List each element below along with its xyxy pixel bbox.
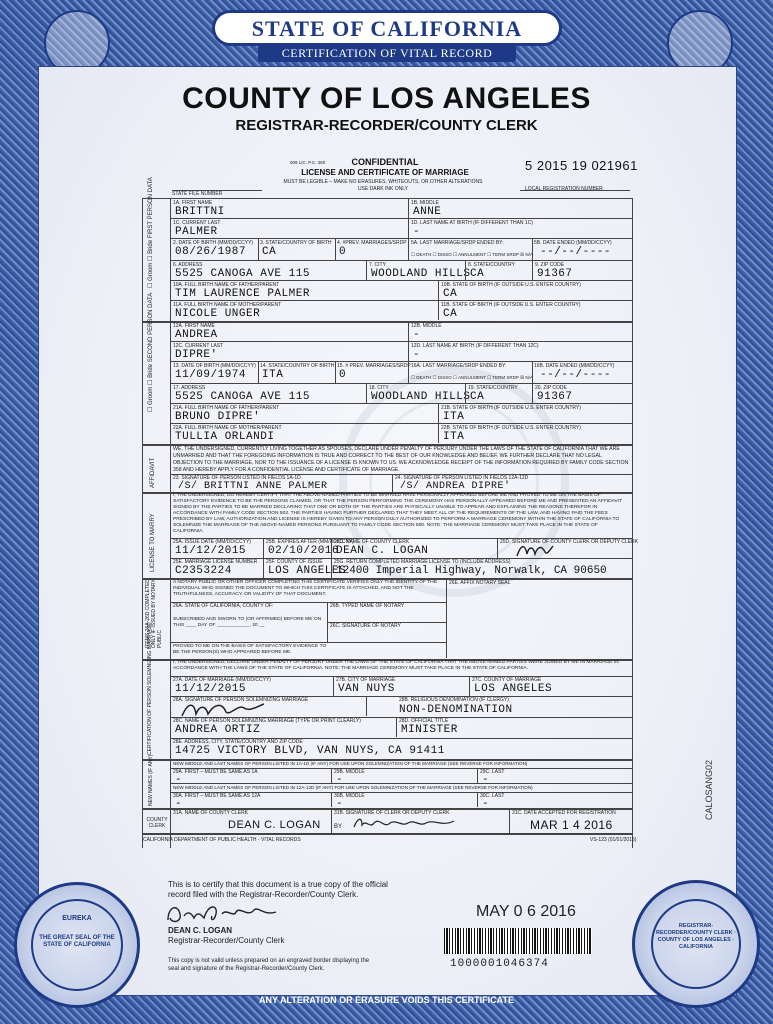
groom-birth-state: CA [262,246,277,258]
bride-first-name: ANDREA [175,329,218,341]
notary-proved: PROVED TO ME ON THE BASIS OF SATISFACTORY EVIDENCE TO BE THE PERSON(S) WHO APPEARED BEFORE ME. [173,644,327,655]
notary-sworn: SUBSCRIBED AND SWORN TO (OR AFFIRMED) BEFORE ME ON THIS ____ DAY OF ____________, 20 __ [173,617,322,628]
county-clerk-side-label: COUNTY CLERK [146,817,168,829]
bride-zip: 91367 [537,391,573,403]
groom-father-state-label: 10B. STATE OF BIRTH (IF OUTSIDE U.S. ENTER COUNTRY) [441,282,581,288]
groom-birth-state-label: 3. STATE/COUNTRY OF BIRTH [260,240,332,246]
signature-2-label: 24. SIGNATURE OF PERSON LISTED IN FIELDS 12A-12D [395,475,529,481]
new-names-row2-label: NEW MIDDLE AND LAST NAMES OF PERSON LISTED IN 12A-12D (IF ANY) FOR USE UPON SOLEMNIZATION OF THE MARRIAGE (SEE REVERSE FOR INFORMATION) [173,785,533,790]
new-first-2-label: 30A. FIRST – MUST BE SAME AS 12A [173,793,261,799]
bride-last-marr-label: 16A. LAST MARRIAGE/SRDP ENDED BY: [411,363,507,369]
state-banner: STATE OF CALIFORNIA [212,10,562,46]
bride-father: BRUNO DIPRE' [175,411,261,423]
col-line [408,321,409,341]
deputy-clerk-signature [350,815,460,833]
form-code: 009 LIC. P.C. 360 [290,160,326,165]
col-line [331,792,332,807]
bride-mother-state-label: 22B. STATE OF BIRTH (IF OUTSIDE U.S. ENTER COUNTRY) [441,425,581,431]
notary-typed-label: 26B. TYPED NAME OF NOTARY [330,603,405,609]
state-seal-text: THE GREAT SEAL OF THE STATE OF CALIFORNIA [39,935,115,948]
dept-footer: CALIFORNIA DEPARTMENT OF PUBLIC HEALTH - VITAL RECORDS [143,837,301,843]
bride-last-name: DIPRE' [175,349,218,361]
marriage-date-label: 27A. DATE OF MARRIAGE (MM/DD/CCYY) [173,677,271,683]
expires-label: 25B. EXPIRES AFTER (MM/DD/CCYY) [266,539,354,545]
bride-mother-label: 22A. FULL BIRTH NAME OF MOTHER/PARENT [173,425,282,431]
signature-2: /S/ ANDREA DIPRE' [400,481,511,492]
groom-address-label: 6. ADDRESS [173,262,203,268]
groom-date-ended: --/--/---- [540,246,612,258]
issue-date: 11/12/2015 [175,545,247,557]
groom-prev-marr-label: 4. #PREV. MARRIAGES/SRDP [337,240,407,246]
bride-prev-marr: 0 [339,369,347,381]
row-line [170,341,632,342]
bride-dob-label: 13. DATE OF BIRTH (MM/DD/CCYY) [173,363,256,369]
groom-state: CA [470,268,485,280]
groom-last-marr-options: ☐ DEATH ☐ DISSO ☐ ANNULMENT ☐ TERM SRDP ☒ N/A [411,252,533,257]
row-line [170,403,632,404]
county-seal-text: REGISTRAR-RECORDER/COUNTY CLERK · COUNTY OF LOS ANGELES · CALIFORNIA [656,923,736,950]
cert-line-2: record filed with the Registrar-Recorder/County Clerk. [168,890,359,899]
return-address-label: 25G. RETURN COMPLETED MARRIAGE LICENSE TO (INCLUDE ADDRESS) [334,559,511,565]
col-line [366,260,367,280]
col-line [446,578,447,658]
col-line [469,676,470,696]
official-title: MINISTER [401,724,458,736]
notary-text: A NOTARY PUBLIC OR OTHER OFFICER COMPLETING THIS CERTIFICATE VERIFIES ONLY THE IDENTITY OF THE INDIVIDUAL WHO SIGNED THE DOCUMENT TO WHICH THIS CERTIFICATE IS ATTACHED, AND NOT THE TRUTHFULNESS, ACCURACY, OR VALIDITY OF THAT DOCUMENT. [173,580,437,597]
accepted-date: MAR 1 4 2016 [530,818,613,832]
row-line [170,642,446,643]
clerk-name: DEAN C. LOGAN [228,819,321,831]
section-line [142,321,632,323]
groom-city: WOODLAND HILLS [371,268,471,280]
officiant-address: 14725 VICTORY BLVD, VAN NUYS, CA 91411 [175,745,445,757]
county-issue: LOS ANGELES [268,565,347,577]
marriage-city-label: 27B. CITY OF MARRIAGE [336,677,396,683]
groom-mother-state-label: 11B. STATE OF BIRTH (IF OUTSIDE U.S. ENTER COUNTRY) [441,302,581,308]
second-person-side-label: ☐ Groom ☐ Bride SECOND PERSON DATA [148,292,154,412]
bride-state: CA [470,391,485,403]
deputy-signature-label: 25D. SIGNATURE OF COUNTY CLERK OR DEPUTY CLERK [500,539,639,545]
accepted-date-label: 31C. DATE ACCEPTED FOR REGISTRATION [512,810,616,816]
col-line [335,361,336,383]
county-seal [632,880,760,1008]
row-line [170,238,632,239]
groom-father-state: CA [443,288,458,300]
row-line [170,423,632,424]
bride-father-label: 21A. FULL BIRTH NAME OF FATHER/PARENT [173,405,280,411]
marriage-county-label: 27C. COUNTY OF MARRIAGE [472,677,542,683]
bride-prev-marr-label: 15. # PREV. MARRIAGES/SRDP [337,363,411,369]
new-last-1-label: 29C. LAST [480,769,505,775]
bride-mother-state: ITA [443,431,465,443]
first-person-side-label: ☐ Groom ☐ Bride FIRST PERSON DATA [148,177,154,288]
cert-line-1: This is to certify that this document is a true copy of the official [168,880,388,889]
form-ink-note: USE DARK INK ONLY [358,186,408,192]
bride-father-state-label: 21B. STATE OF BIRTH (IF OUTSIDE U.S. ENTER COUNTRY) [441,405,581,411]
local-reg-label: LOCAL REGISTRATION NUMBER [525,186,603,192]
row-line [170,383,632,384]
new-middle-1-label: 29B. MIDDLE [334,769,365,775]
signer-name: DEAN C. LOGAN [168,926,232,935]
denomination: NON-DENOMINATION [399,704,513,716]
col-line [258,238,259,260]
new-last-2: - [482,798,490,810]
groom-mother-state: CA [443,308,458,320]
issue-date-label: 25A. ISSUE DATE (MM/DD/CCYY) [173,539,251,545]
groom-address: 5525 CANOGA AVE 115 [175,268,310,280]
officiant-sig-label: 28A. SIGNATURE OF PERSON SOLEMNIZING MARRIAGE [173,697,309,703]
groom-dob: 08/26/1987 [175,246,247,258]
bride-last-marr-options: ☐ DEATH ☐ DISSO ☐ ANNULMENT ☐ TERM SRDP ☒ N/A [411,375,533,380]
form-right-border [632,198,633,848]
signer-title: Registrar-Recorder/County Clerk [168,936,285,945]
col-line [408,238,409,260]
col-line [392,474,393,492]
col-line [532,361,533,383]
bride-birth-state-label: 14. STATE/COUNTRY OF BIRTH [260,363,335,369]
groom-last-name-label: 1C. CURRENT LAST [173,220,221,226]
col-line [408,218,409,238]
license-number-label: 25E. MARRIAGE LICENSE NUMBER [173,559,258,565]
col-line [408,341,409,361]
license-text: I, THE UNDERSIGNED, DO HEREBY CERTIFY THAT THE ABOVE-NAMED PARTIES TO BE MARRIED HAVE PERSONALLY APPEARED BEFORE ME AND PROVED TO ME ON THE BASIS OF SATISFACTORY EVIDENCE TO BE THE PERSONS CLAIMED, OR THAT THE PERSON PERFORMING THE CEREMONY HAS PERSONALLY APPEARED BEFORE ME AND PRESENTED AN AFFIDAVIT SIGNED BY THE PARTIES TO BE MARRIED DECLARING THAT ONE OR BOTH OF THE PARTIES ARE PHYSICALLY UNABLE TO APPEAR AND EXPLAINING THE REASONS THEREFOR IN ACCORDANCE WITH FAMILY CODE SECTION 502. THE PARTIES HAVING FURTHER DECLARED THAT THEY MEET ALL OF THE REQUIREMENTS OF THE LAW, AND HAVING PAID THE FEES PRESCRIBED BY LAW, AUTHORIZATION AND LICENSE IS HEREBY GIVEN TO ANY PERSON DULY AUTHORIZED TO PERFORM A MARRIAGE CEREMONY WITHIN THE STATE OF CALIFORNIA TO SOLEMNIZE THE MARRIAGE OF THE ABOVE-NAMED PERSONS PURSUANT TO FAMILY CODE SECTION 500. NOTE: THE MARRIAGE CEREMONY MUST TAKE PLACE IN THE STATE OF CALIFORNIA. [173,493,623,534]
bride-address: 5525 CANOGA AVE 115 [175,391,310,403]
bride-city: WOODLAND HILLS [371,391,471,403]
registrar-signature [164,900,284,928]
groom-zip-label: 9. ZIP CODE [535,262,565,268]
issue-date-stamp: MAY 0 6 2016 [476,903,576,920]
bride-last-name-label: 12C. CURRENT LAST [173,343,224,349]
bride-city-label: 18. CITY [369,385,389,391]
marriage-date: 11/12/2015 [175,683,247,695]
solemnization-side-label: CERTIFICATION OF PERSON SOLEMNIZING MARRIAGE [147,622,153,755]
col-line [366,696,367,716]
cert-note-2: seal and signature of the Registrar-Recorder/County Clerk. [168,966,325,972]
groom-father: TIM LAURENCE PALMER [175,288,310,300]
state-seal [14,882,140,1008]
col-line [331,808,332,833]
officiant-name: ANDREA ORTIZ [175,724,261,736]
row-line [142,198,632,199]
bride-date-ended: --/--/---- [540,369,612,381]
alteration-warning: ANY ALTERATION OR ERASURE VOIDS THIS CERTIFICATE [258,995,514,1005]
vs-code: VS-123 (01/01/2015) [590,837,637,843]
bride-date-ended-label: 16B. DATE ENDED (MM/DD/CCYY) [534,363,615,369]
col-line [465,260,466,280]
signature-1-label: 23. SIGNATURE OF PERSON LISTED IN FIELDS 1A-1D [173,475,301,481]
expires-date: 02/10/2016 [268,545,340,557]
return-address: 12400 Imperial Highway, Norwalk, CA 90650 [336,565,607,577]
section-line [142,833,632,835]
col-line [331,768,332,783]
registrar-title: REGISTRAR-RECORDER/COUNTY CLERK [235,117,538,134]
row-line [170,218,632,219]
clerk-by-label: BY [334,824,343,830]
new-names-side-label: NEW NAMES (IF ANY) [148,754,154,806]
new-first-2: - [175,798,183,810]
state-seal-motto: EUREKA [62,915,92,922]
clerk-sig-label: 31B. SIGNATURE OF CLERK OR DEPUTY CLERK [334,810,450,816]
col-line [408,198,409,218]
groom-mother: NICOLE UNGER [175,308,261,320]
marriage-county: LOS ANGELES [474,683,553,695]
affidavit-side-label: AFFIDAVIT [150,457,156,488]
groom-state-label: 8. STATE/COUNTRY [468,262,515,268]
notary-sig-label: 26C. SIGNATURE OF NOTARY [330,623,401,629]
bride-dob: 11/09/1974 [175,369,247,381]
side-code: CALOSANG02 [704,759,714,820]
official-title-label: 28D. OFFICIAL TITLE [399,718,449,724]
groom-middle-label: 1B. MIDDLE [411,200,439,206]
new-names-row1-label: NEW MIDDLE AND LAST NAMES OF PERSON LISTED IN 1A-1D (IF ANY) FOR USE UPON SOLEMNIZATION OF THE MARRIAGE (SEE REVERSE FOR INFORMATION) [173,761,528,766]
groom-last-marr-label: 5A. LAST MARRIAGE/SRDP ENDED BY: [411,240,504,246]
groom-dob-label: 2. DATE OF BIRTH (MM/DD/CCYY) [173,240,254,246]
section-divider [170,198,171,848]
county-title: COUNTY OF LOS ANGELES [182,82,591,115]
form-left-border [142,198,143,848]
denomination-label: 28B. RELIGIOUS DENOMINATION (IF CLERGY) [399,697,509,703]
barcode-number: 1000001046374 [450,958,549,970]
groom-zip: 91367 [537,268,573,280]
col-line [532,383,533,403]
row-line [170,260,632,261]
col-line [465,383,466,403]
new-last-1: - [482,774,490,786]
bride-zip-label: 20. ZIP CODE [535,385,567,391]
notary-side-label: ITEMS 26A-26D COMPLETED ONLY IF ISSUED BY NOTARY PUBLIC [145,579,163,648]
bride-state-label: 19. STATE/COUNTRY [468,385,518,391]
document-number: 5 2015 19 021961 [525,158,638,173]
cert-note-1: This copy is not valid unless prepared on an engraved border displaying the [168,958,370,964]
bride-middle-label: 12B. MIDDLE [411,323,442,329]
form-instructions: MUST BE LEGIBLE – MAKE NO ERASURES, WHITEOUTS, OR OTHER ALTERATIONS [283,179,483,185]
groom-birth-last-label: 1D. LAST NAME AT BIRTH (IF DIFFERENT THAN 1C) [411,220,533,226]
col-line [477,768,478,783]
affidavit-text: WE, THE UNDERSIGNED, CURRENTLY LIVING TOGETHER AS SPOUSES, DECLARE UNDER PENALTY OF PERJURY UNDER THE LAWS OF THE STATE OF CALIFORNIA THAT WE ARE UNMARRIED AND THAT THE FOREGOING INFORMATION IS TRUE AND CORRECT TO THE BEST OF OUR KNOWLEDGE AND BELIEF. WE FURTHER DECLARE THAT NO LEGAL OBJECTION TO THE MARRIAGE, NOR TO THE ISSUANCE OF A LICENSE IS KNOWN TO US. WE ACKNOWLEDGE RECEIPT OF THE INFORMATION REQUIRED BY FAMILY CODE SECTION 358 AND HEREBY APPLY FOR A CONFIDENTIAL LICENSE AND CERTIFICATE OF MARRIAGE. [173,446,629,473]
col-line [497,538,498,558]
groom-mother-label: 11A. FULL BIRTH NAME OF MOTHER/PARENT [173,302,282,308]
new-middle-2: - [336,798,344,810]
col-line [258,361,259,383]
bride-address-label: 17. ADDRESS [173,385,206,391]
col-line [532,260,533,280]
license-number: C2353224 [175,565,232,577]
row-line [170,361,632,362]
col-line [335,238,336,260]
bride-mother: TULLIA ORLANDI [175,431,275,443]
bride-birth-last-label: 12D. LAST NAME AT BIRTH (IF DIFFERENT THAN 12C) [411,343,539,349]
bride-birth-last: - [413,349,421,361]
marriage-city: VAN NUYS [338,683,395,695]
bride-father-state: ITA [443,411,465,423]
officiant-name-label: 28C. NAME OF PERSON SOLEMNIZING MARRIAGE (TYPE OR PRINT CLEARLY) [173,718,361,724]
col-line [477,792,478,807]
clerk-name-label: 31A. NAME OF COUNTY CLERK [173,810,248,816]
groom-first-name-label: 1A. FIRST NAME [173,200,213,206]
new-first-1: - [175,774,183,786]
signature-1: /S/ BRITTNI ANNE PALMER [178,481,328,492]
col-line [509,808,510,833]
col-line [333,676,334,696]
bride-birth-state: ITA [262,369,284,381]
col-line [396,717,397,737]
notary-seal-label: 26E. AFFIX NOTARY SEAL [449,580,511,586]
groom-middle: ANNE [413,206,442,218]
groom-first-name: BRITTNI [175,206,225,218]
row-line [170,280,632,281]
groom-city-label: 7. CITY [369,262,386,268]
barcode [444,928,592,954]
state-file-label: STATE FILE NUMBER [172,191,223,197]
row-line [170,783,632,784]
form-title: LICENSE AND CERTIFICATE OF MARRIAGE [301,168,469,177]
county-issue-label: 25F. COUNTY OF ISSUE [266,559,323,565]
county-clerk-name: DEAN C. LOGAN [336,545,429,557]
certification-subbanner: CERTIFICATION OF VITAL RECORD [258,44,516,62]
new-first-1-label: 29A. FIRST – MUST BE SAME AS 1A [173,769,258,775]
row-line [170,300,632,301]
notary-state-label: 26A. STATE OF CALIFORNIA, COUNTY OF: [173,603,274,609]
officiant-address-label: 28E. ADDRESS, CITY, STATE/COUNTRY AND ZIP CODE [173,739,303,745]
new-last-2-label: 30C. LAST [480,793,505,799]
groom-last-name: PALMER [175,226,218,238]
col-line [408,361,409,383]
confidential-label: CONFIDENTIAL [351,157,419,167]
groom-father-label: 10A. FULL BIRTH NAME OF FATHER/PARENT [173,282,280,288]
groom-date-ended-label: 5B. DATE ENDED (MM/DD/CCYY) [534,240,612,246]
groom-prev-marr: 0 [339,246,347,258]
license-side-label: LICENSE TO MARRY [150,513,156,572]
col-line [532,238,533,260]
solemnization-text: I, THE UNDERSIGNED, DECLARE UNDER PENALTY OF PERJURY UNDER THE LAWS OF THE STATE OF CALIFORNIA THAT THE ABOVE-NAMED PARTIES WERE JOINED BY ME IN MARRIAGE IN ACCORDANCE WITH THE LAWS OF THE STATE OF CALIFORNIA. NOTE: THE MARRIAGE CEREMONY MUST TAKE PLACE IN THE STATE OF CALIFORNIA. [173,660,619,671]
county-clerk-label: 25C. NAME OF COUNTY CLERK [334,539,410,545]
groom-birth-last: - [413,226,421,238]
new-middle-2-label: 30B. MIDDLE [334,793,365,799]
new-middle-1: - [336,774,344,786]
bride-middle: - [413,329,421,341]
col-line [366,383,367,403]
bride-first-name-label: 12A. FIRST NAME [173,323,215,329]
